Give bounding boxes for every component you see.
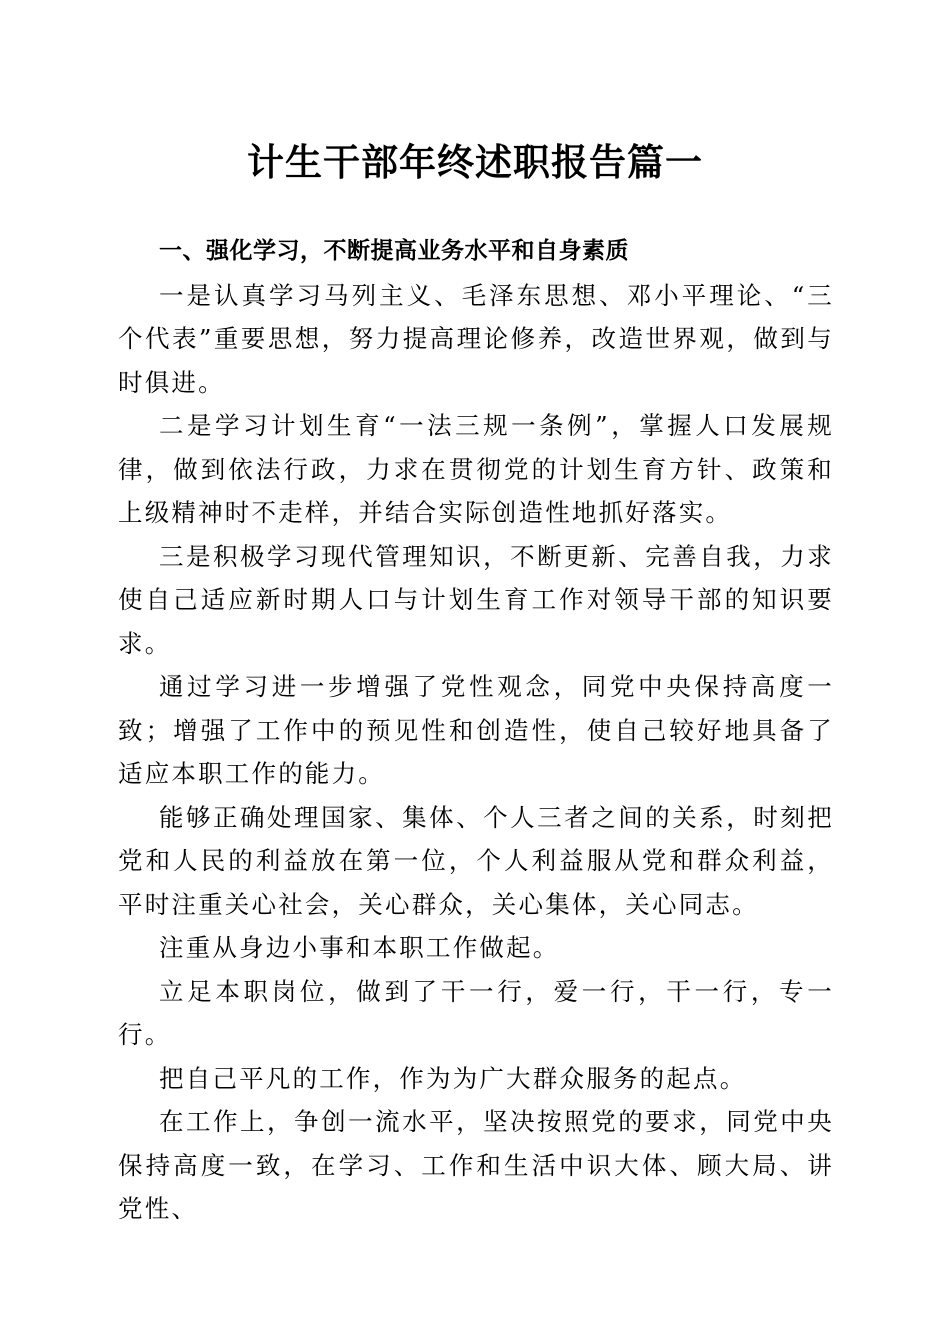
paragraph: 一是认真学习马列主义、毛泽东思想、邓小平理论、“三个代表”重要思想，努力提高理论修养，改造世界观，做到与时俱进。 <box>118 280 834 397</box>
document-title: 计生干部年终述职报告篇一 <box>247 140 703 184</box>
section-heading: 一、强化学习，不断提高业务水平和自身素质 <box>159 238 629 264</box>
paragraph: 注重从身边小事和本职工作做起。 <box>159 933 560 962</box>
paragraph: 立足本职岗位，做到了干一行，爱一行，干一行，专一行。 <box>118 976 834 1049</box>
document-body <box>118 230 834 1231</box>
paragraph: 三是积极学习现代管理知识，不断更新、完善自我，力求使自己适应新时期人口与计划生育工作对领导干部的知识要求。 <box>118 541 834 658</box>
paragraph: 在工作上，争创一流水平，坚决按照党的要求，同党中央保持高度一致，在学习、工作和生活中识大体、顾大局、讲党性、 <box>118 1107 834 1223</box>
paragraph: 把自己平凡的工作，作为为广大群众服务的起点。 <box>159 1063 747 1093</box>
paragraph: 能够正确处理国家、集体、个人三者之间的关系，时刻把党和人民的利益放在第一位，个人利益服从党和群众利益，平时注重关心社会，关心群众，关心集体，关心同志。 <box>118 802 834 919</box>
paragraph: 二是学习计划生育“一法三规一条例”，掌握人口发展规律，做到依法行政，力求在贯彻党的计划生育方针、政策和上级精神时不走样，并结合实际创造性地抓好落实。 <box>118 411 834 527</box>
paragraph: 通过学习进一步增强了党性观念，同党中央保持高度一致；增强了工作中的预见性和创造性，使自己较好地具备了适应本职工作的能力。 <box>118 672 834 788</box>
